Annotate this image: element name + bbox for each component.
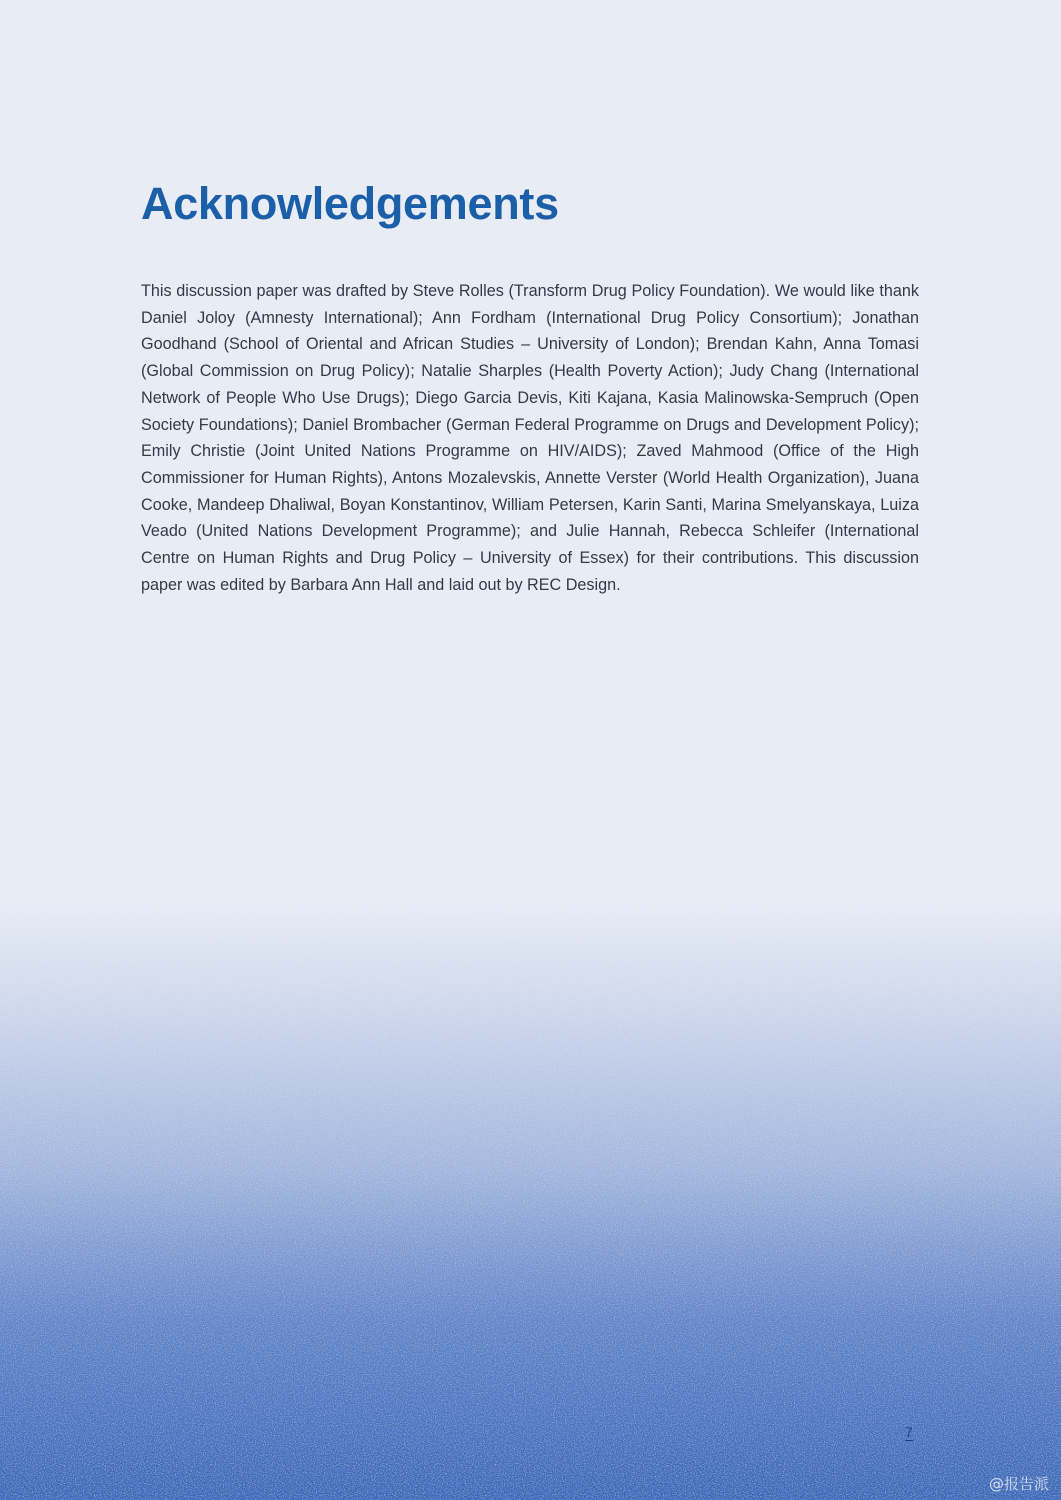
page-number: 7: [905, 1424, 913, 1440]
watermark-text: @报告派: [988, 1475, 1049, 1493]
noise-texture: [0, 900, 1061, 1500]
stipple-gradient-background: [0, 900, 1061, 1500]
acknowledgements-paragraph: This discussion paper was drafted by Steve Rolles (Transform Drug Policy Foundation). We would like thank Daniel Joloy (Amnesty International); Ann Fordham (International Drug Policy Consortium); Jonathan Goodhand (School of Oriental and African Studies – University of London); Brendan Kahn, Anna Tomasi (Global Commission on Drug Policy); Natalie Sharples (Health Poverty Action); Judy Chang (International Network of People Who Use Drugs); Diego Garcia Devis, Kiti Kajana, Kasia Malinowska-Sempruch (Open Society Foundations); Daniel Brombacher (German Federal Programme on Drugs and Development Policy); Emily Christie (Joint United Nations Programme on HIV/AIDS); Zaved Mahmood (Office of the High Commissioner for Human Rights), Antons Mozalevskis, Annette Verster (World Health Organization), Juana Cooke, Mandeep Dhaliwal, Boyan Konstantinov, William Petersen, Karin Santi, Marina Smelyanskaya, Luiza Veado (United Nations Development Programme); and Julie Hannah, Rebecca Schleifer (International Centre on Human Rights and Drug Policy – University of Essex) for their contributions. This discussion paper was edited by Barbara Ann Hall and laid out by REC Design.: [141, 282, 919, 594]
page-title: Acknowledgements: [141, 178, 559, 229]
